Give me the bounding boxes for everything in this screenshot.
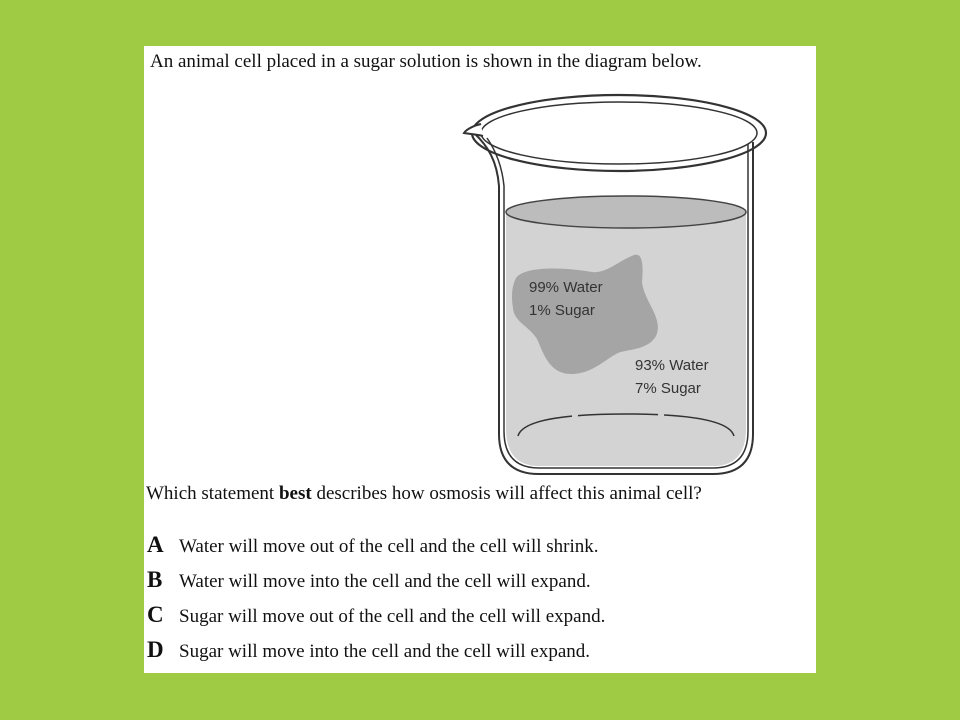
question-after: describes how osmosis will affect this animal cell? — [311, 483, 702, 504]
question-before: Which statement — [146, 483, 279, 504]
option-text: Water will move out of the cell and the cell will shrink. — [179, 536, 599, 557]
question-text — [146, 483, 702, 505]
option-letter: D — [147, 637, 164, 662]
option-b[interactable] — [147, 567, 807, 602]
intro-text: An animal cell placed in a sugar solution is shown in the diagram below. — [150, 51, 702, 72]
solution-water-label: 93% Water — [635, 357, 709, 374]
option-a[interactable] — [147, 532, 807, 567]
option-letter: A — [147, 532, 164, 557]
beaker-spout — [464, 124, 483, 136]
option-text: Sugar will move into the cell and the cell will expand. — [179, 641, 591, 662]
liquid-surface — [506, 196, 746, 228]
cell-water-label: 99% Water — [529, 279, 603, 296]
beaker-diagram — [144, 46, 816, 486]
option-letter: B — [147, 567, 163, 592]
option-d[interactable] — [147, 637, 807, 672]
question-card — [144, 46, 816, 673]
beaker-rim-outer — [472, 95, 766, 171]
solution-sugar-label: 7% Sugar — [635, 380, 701, 397]
option-c[interactable] — [147, 602, 807, 637]
option-text: Sugar will move out of the cell and the cell will expand. — [179, 606, 606, 627]
answer-options — [147, 532, 807, 672]
option-text: Water will move into the cell and the cell will expand. — [179, 571, 591, 592]
question-emphasis: best — [278, 483, 312, 504]
option-letter: C — [147, 602, 164, 627]
cell-sugar-label: 1% Sugar — [529, 302, 595, 319]
beaker-rim-inner — [481, 102, 757, 164]
